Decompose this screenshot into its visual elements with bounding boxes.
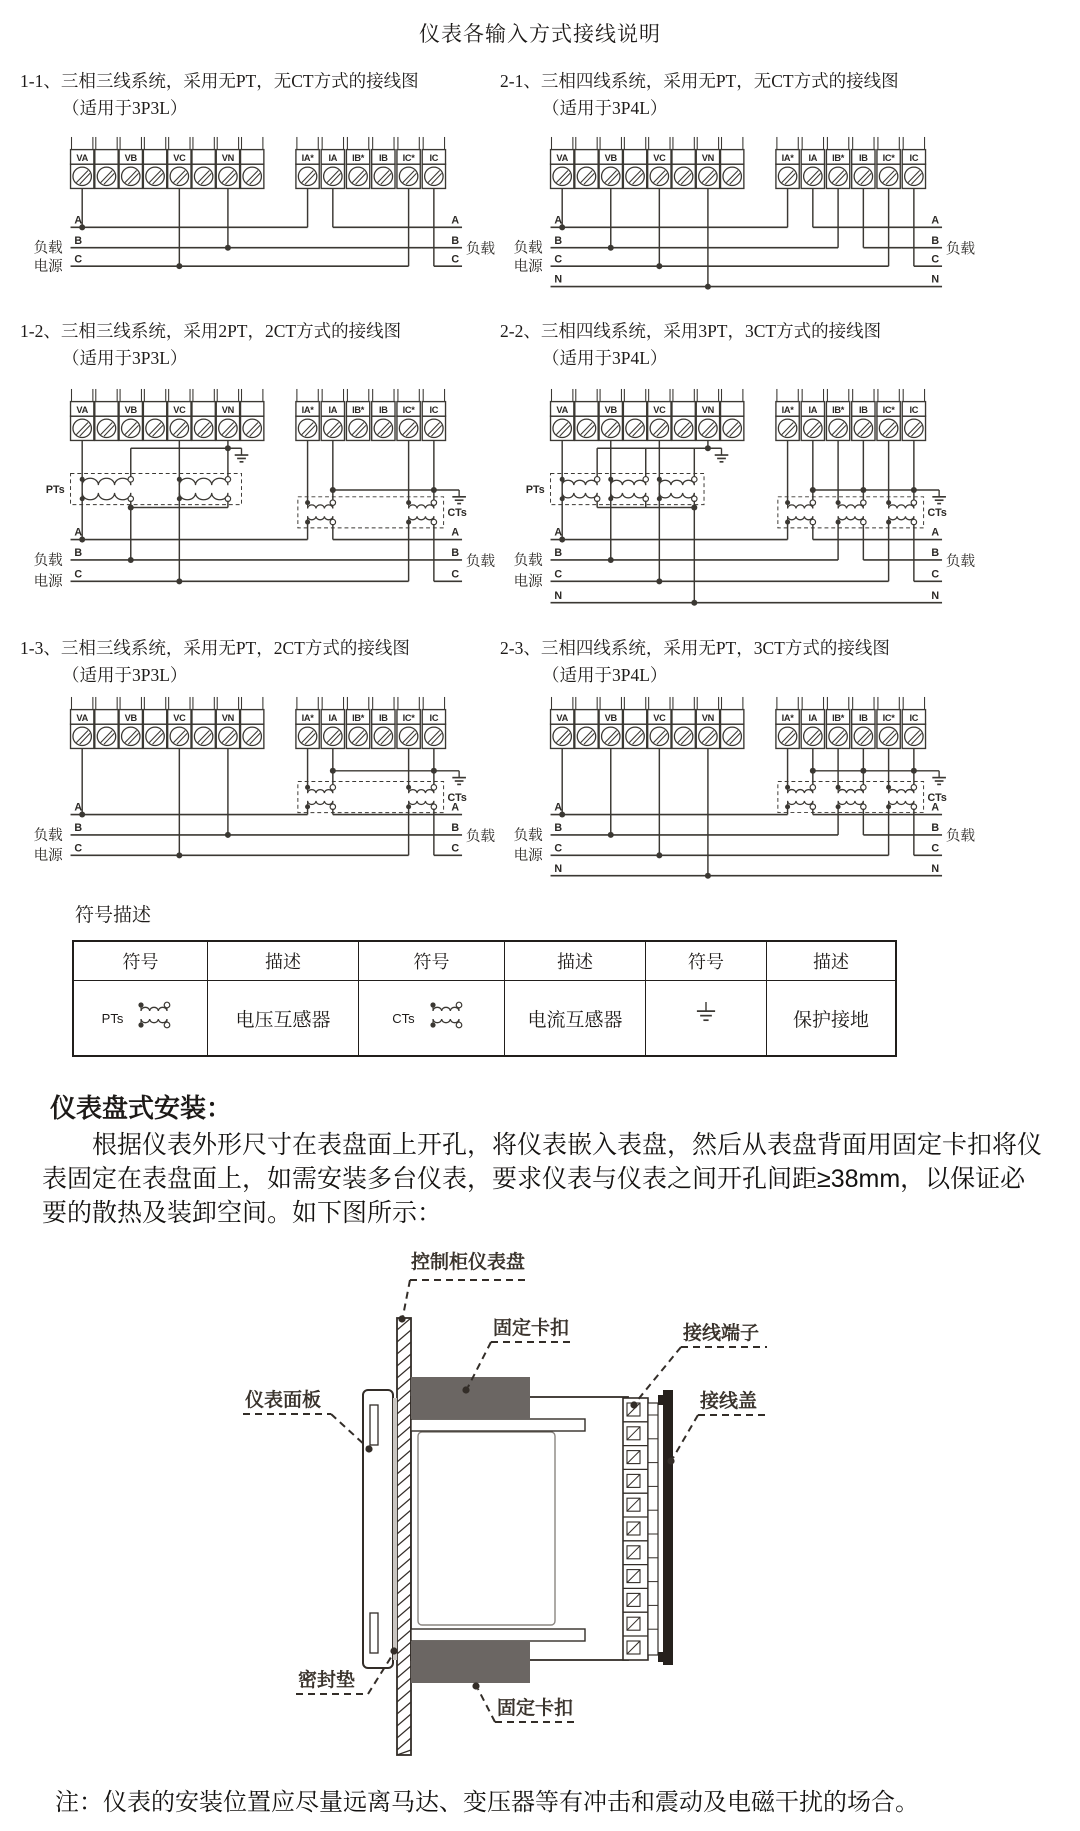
svg-text:负载: 负载	[513, 552, 543, 569]
svg-text:固定卡扣: 固定卡扣	[493, 1318, 570, 1339]
symbol-section-title: 符号描述	[75, 905, 152, 926]
diagram-title-2-2	[500, 318, 978, 372]
symbol-table	[72, 940, 897, 1057]
svg-text:IB*: IB*	[832, 152, 845, 163]
svg-text:B: B	[554, 547, 563, 560]
svg-text:VN: VN	[701, 404, 715, 415]
diagram-title-line2: （适用于3P3L）	[62, 348, 188, 368]
svg-text:VA: VA	[556, 404, 568, 415]
diagram-block-2-2	[500, 318, 978, 602]
svg-text:C: C	[451, 253, 460, 266]
svg-text:VA: VA	[556, 712, 568, 723]
install-heading: 仪表盘式安装：	[50, 1093, 233, 1123]
svg-text:负载: 负载	[33, 552, 63, 569]
svg-text:C: C	[554, 253, 563, 266]
ground-symbol-cell	[646, 981, 767, 1057]
svg-text:IC*: IC*	[882, 152, 895, 163]
svg-text:CTs: CTs	[447, 791, 467, 804]
svg-text:IB*: IB*	[352, 712, 365, 723]
symbol-table-header: 描述	[767, 941, 897, 981]
symbol-table-header: 符号	[359, 941, 505, 981]
diagram-title-line2: （适用于3P4L）	[542, 665, 668, 685]
svg-text:负载: 负载	[33, 827, 63, 844]
svg-text:VC: VC	[173, 712, 186, 723]
svg-text:N: N	[931, 862, 940, 875]
svg-text:N: N	[554, 273, 563, 286]
svg-text:C: C	[451, 568, 460, 581]
svg-text:C: C	[74, 253, 83, 266]
svg-text:A: A	[451, 214, 460, 227]
svg-text:IC: IC	[429, 712, 439, 723]
svg-text:VN: VN	[701, 152, 715, 163]
svg-text:VN: VN	[221, 712, 235, 723]
svg-text:A: A	[931, 214, 940, 227]
svg-text:C: C	[931, 253, 940, 266]
svg-text:C: C	[554, 568, 563, 581]
svg-text:IB*: IB*	[352, 152, 365, 163]
svg-text:电源: 电源	[513, 574, 543, 591]
svg-text:C: C	[451, 842, 460, 855]
symbol-table-header-row	[73, 941, 896, 981]
install-paragraph: 根据仪表外形尺寸在表盘面上开孔，将仪表嵌入表盘，然后从表盘背面用固定卡扣将仪表固定在表盘面上，如需安装多台仪表，要求仪表与仪表之间开孔间距≥38mm，以保证必要的散热及装卸空间。如下图所示：	[42, 1131, 1043, 1227]
svg-text:A: A	[931, 526, 940, 539]
svg-text:IA: IA	[328, 152, 338, 163]
svg-text:IC*: IC*	[402, 712, 415, 723]
diagram-title-line1: 2-3、三相四线系统，采用无PT，3CT方式的接线图	[500, 638, 890, 658]
wiring-diagram-2-3	[500, 696, 978, 896]
svg-text:C: C	[931, 568, 940, 581]
svg-text:VB: VB	[604, 712, 617, 723]
diagram-title-line2: （适用于3P3L）	[62, 665, 188, 685]
svg-text:B: B	[74, 234, 83, 247]
ground-icon	[686, 998, 726, 1038]
svg-text:C: C	[74, 842, 83, 855]
pt-symbol-label: PTs	[101, 1010, 124, 1026]
diagram-block-1-2	[20, 318, 498, 591]
ground-description-cell: 保护接地	[767, 981, 897, 1057]
svg-text:VA: VA	[76, 404, 88, 415]
symbol-table-header: 描述	[208, 941, 359, 981]
svg-text:A: A	[74, 214, 83, 227]
wiring-diagram-2-2	[500, 388, 978, 623]
diagram-title-1-3	[20, 635, 498, 689]
svg-text:控制柜仪表盘: 控制柜仪表盘	[410, 1252, 526, 1273]
svg-text:电源: 电源	[513, 259, 543, 276]
diagram-title-line2: （适用于3P3L）	[62, 98, 188, 118]
diagram-block-1-3	[20, 635, 498, 865]
svg-text:负载: 负载	[945, 828, 976, 845]
wiring-diagram-1-3	[20, 696, 498, 876]
svg-text:IA: IA	[808, 152, 818, 163]
svg-text:密封垫: 密封垫	[298, 1670, 356, 1691]
svg-text:B: B	[74, 822, 83, 835]
svg-text:A: A	[74, 801, 83, 814]
svg-text:B: B	[931, 234, 940, 247]
svg-text:IA*: IA*	[301, 712, 314, 723]
svg-text:VB: VB	[604, 404, 617, 415]
svg-text:负载: 负载	[465, 241, 496, 258]
svg-text:VA: VA	[76, 152, 88, 163]
svg-text:负载: 负载	[945, 553, 976, 570]
diagram-title-1-2	[20, 318, 498, 372]
svg-text:接线端子: 接线端子	[683, 1323, 760, 1344]
svg-text:负载: 负载	[33, 240, 63, 257]
svg-text:IC: IC	[909, 152, 919, 163]
svg-text:VC: VC	[653, 152, 666, 163]
svg-text:IA*: IA*	[301, 404, 314, 415]
svg-text:A: A	[554, 526, 563, 539]
page-title: 仪表各输入方式接线说明	[419, 22, 661, 46]
svg-text:VC: VC	[173, 152, 186, 163]
svg-text:VC: VC	[653, 404, 666, 415]
diagram-title-line2: （适用于3P4L）	[542, 98, 668, 118]
svg-text:B: B	[74, 547, 83, 560]
svg-text:C: C	[554, 842, 563, 855]
svg-text:B: B	[931, 822, 940, 835]
svg-text:PTs: PTs	[45, 483, 65, 496]
svg-text:负载: 负载	[513, 827, 543, 844]
svg-text:N: N	[931, 273, 940, 286]
svg-text:IA*: IA*	[781, 404, 794, 415]
svg-text:VA: VA	[556, 152, 568, 163]
symbol-table-header: 符号	[73, 941, 208, 981]
svg-text:C: C	[74, 568, 83, 581]
svg-text:负载: 负载	[945, 241, 976, 258]
svg-text:电源: 电源	[33, 848, 63, 865]
svg-text:A: A	[451, 526, 460, 539]
svg-text:负载: 负载	[465, 553, 496, 570]
svg-text:接线盖: 接线盖	[700, 1391, 758, 1412]
wiring-diagram-1-2	[20, 388, 498, 602]
installation-figure	[175, 1232, 785, 1777]
diagram-title-line1: 1-1、三相三线系统，采用无PT，无CT方式的接线图	[20, 71, 419, 91]
diagram-title-2-3	[500, 635, 978, 689]
svg-text:VC: VC	[653, 712, 666, 723]
svg-text:PTs: PTs	[525, 483, 545, 496]
svg-text:C: C	[931, 842, 940, 855]
svg-text:电源: 电源	[513, 848, 543, 865]
svg-text:IC*: IC*	[882, 404, 895, 415]
pt-description-cell: 电压互感器	[208, 981, 359, 1057]
svg-text:N: N	[931, 589, 940, 602]
svg-text:IC*: IC*	[402, 404, 415, 415]
svg-text:负载: 负载	[513, 240, 543, 257]
diagram-block-2-1	[500, 68, 978, 286]
svg-text:仪表面板: 仪表面板	[245, 1390, 322, 1411]
diagram-title-line1: 1-3、三相三线系统，采用无PT，2CT方式的接线图	[20, 638, 410, 658]
svg-text:IA*: IA*	[301, 152, 314, 163]
svg-text:IB: IB	[379, 152, 388, 163]
pt-symbol-cell	[73, 981, 208, 1057]
svg-text:CTs: CTs	[447, 507, 467, 520]
note-text: 注：仪表的安装位置应尽量远离马达、变压器等有冲击和震动及电磁干扰的场合。	[55, 1789, 919, 1816]
diagram-title-2-1	[500, 68, 978, 122]
wiring-diagram-2-1	[500, 136, 978, 307]
svg-text:IC*: IC*	[402, 152, 415, 163]
svg-text:VN: VN	[221, 404, 235, 415]
svg-text:IB*: IB*	[832, 712, 845, 723]
svg-text:IB: IB	[859, 404, 868, 415]
svg-text:CTs: CTs	[927, 507, 947, 520]
svg-text:VB: VB	[124, 152, 137, 163]
svg-text:VA: VA	[76, 712, 88, 723]
svg-text:VN: VN	[221, 152, 235, 163]
svg-text:B: B	[554, 822, 563, 835]
symbol-table-header: 符号	[646, 941, 767, 981]
diagram-title-line1: 1-2、三相三线系统，采用2PT，2CT方式的接线图	[20, 321, 402, 341]
svg-text:固定卡扣: 固定卡扣	[497, 1698, 574, 1719]
svg-text:IA*: IA*	[781, 712, 794, 723]
symbol-table-body-row	[73, 981, 896, 1057]
ct-symbol-label: CTs	[392, 1010, 415, 1026]
ct-description-cell: 电流互感器	[505, 981, 646, 1057]
symbol-table-header: 描述	[505, 941, 646, 981]
svg-text:IA: IA	[808, 404, 818, 415]
svg-text:IB: IB	[379, 712, 388, 723]
diagram-title-line1: 2-2、三相四线系统，采用3PT，3CT方式的接线图	[500, 321, 882, 341]
svg-text:IC: IC	[429, 152, 439, 163]
svg-text:N: N	[554, 862, 563, 875]
svg-text:B: B	[451, 822, 460, 835]
wiring-diagram-1-1	[20, 136, 498, 287]
svg-text:IC*: IC*	[882, 712, 895, 723]
svg-text:IB*: IB*	[352, 404, 365, 415]
svg-text:IC: IC	[909, 712, 919, 723]
svg-text:IC: IC	[909, 404, 919, 415]
diagram-block-1-1	[20, 68, 498, 276]
svg-text:B: B	[554, 234, 563, 247]
svg-text:A: A	[74, 526, 83, 539]
svg-text:B: B	[451, 234, 460, 247]
svg-text:IB*: IB*	[832, 404, 845, 415]
ct-symbol-cell	[359, 981, 505, 1057]
diagram-title-line2: （适用于3P4L）	[542, 348, 668, 368]
svg-text:电源: 电源	[33, 574, 63, 591]
transformer-icon	[127, 992, 179, 1044]
diagram-title-line1: 2-1、三相四线系统，采用无PT，无CT方式的接线图	[500, 71, 899, 91]
svg-text:负载: 负载	[465, 828, 496, 845]
svg-text:电源: 电源	[33, 259, 63, 276]
svg-text:VN: VN	[701, 712, 715, 723]
svg-text:A: A	[451, 801, 460, 814]
svg-text:A: A	[931, 801, 940, 814]
transformer-icon	[419, 992, 471, 1044]
svg-text:IA*: IA*	[781, 152, 794, 163]
svg-text:VC: VC	[173, 404, 186, 415]
svg-text:IB: IB	[859, 712, 868, 723]
svg-text:B: B	[451, 547, 460, 560]
diagram-title-1-1	[20, 68, 498, 122]
svg-text:IA: IA	[808, 712, 818, 723]
svg-text:VB: VB	[604, 152, 617, 163]
svg-text:IC: IC	[429, 404, 439, 415]
svg-text:CTs: CTs	[927, 791, 947, 804]
svg-text:IB: IB	[379, 404, 388, 415]
svg-text:A: A	[554, 801, 563, 814]
svg-text:A: A	[554, 214, 563, 227]
svg-text:VB: VB	[124, 712, 137, 723]
svg-text:B: B	[931, 547, 940, 560]
svg-text:IA: IA	[328, 404, 338, 415]
svg-text:VB: VB	[124, 404, 137, 415]
svg-text:N: N	[554, 589, 563, 602]
svg-text:IB: IB	[859, 152, 868, 163]
diagram-block-2-3	[500, 635, 978, 875]
svg-text:IA: IA	[328, 712, 338, 723]
